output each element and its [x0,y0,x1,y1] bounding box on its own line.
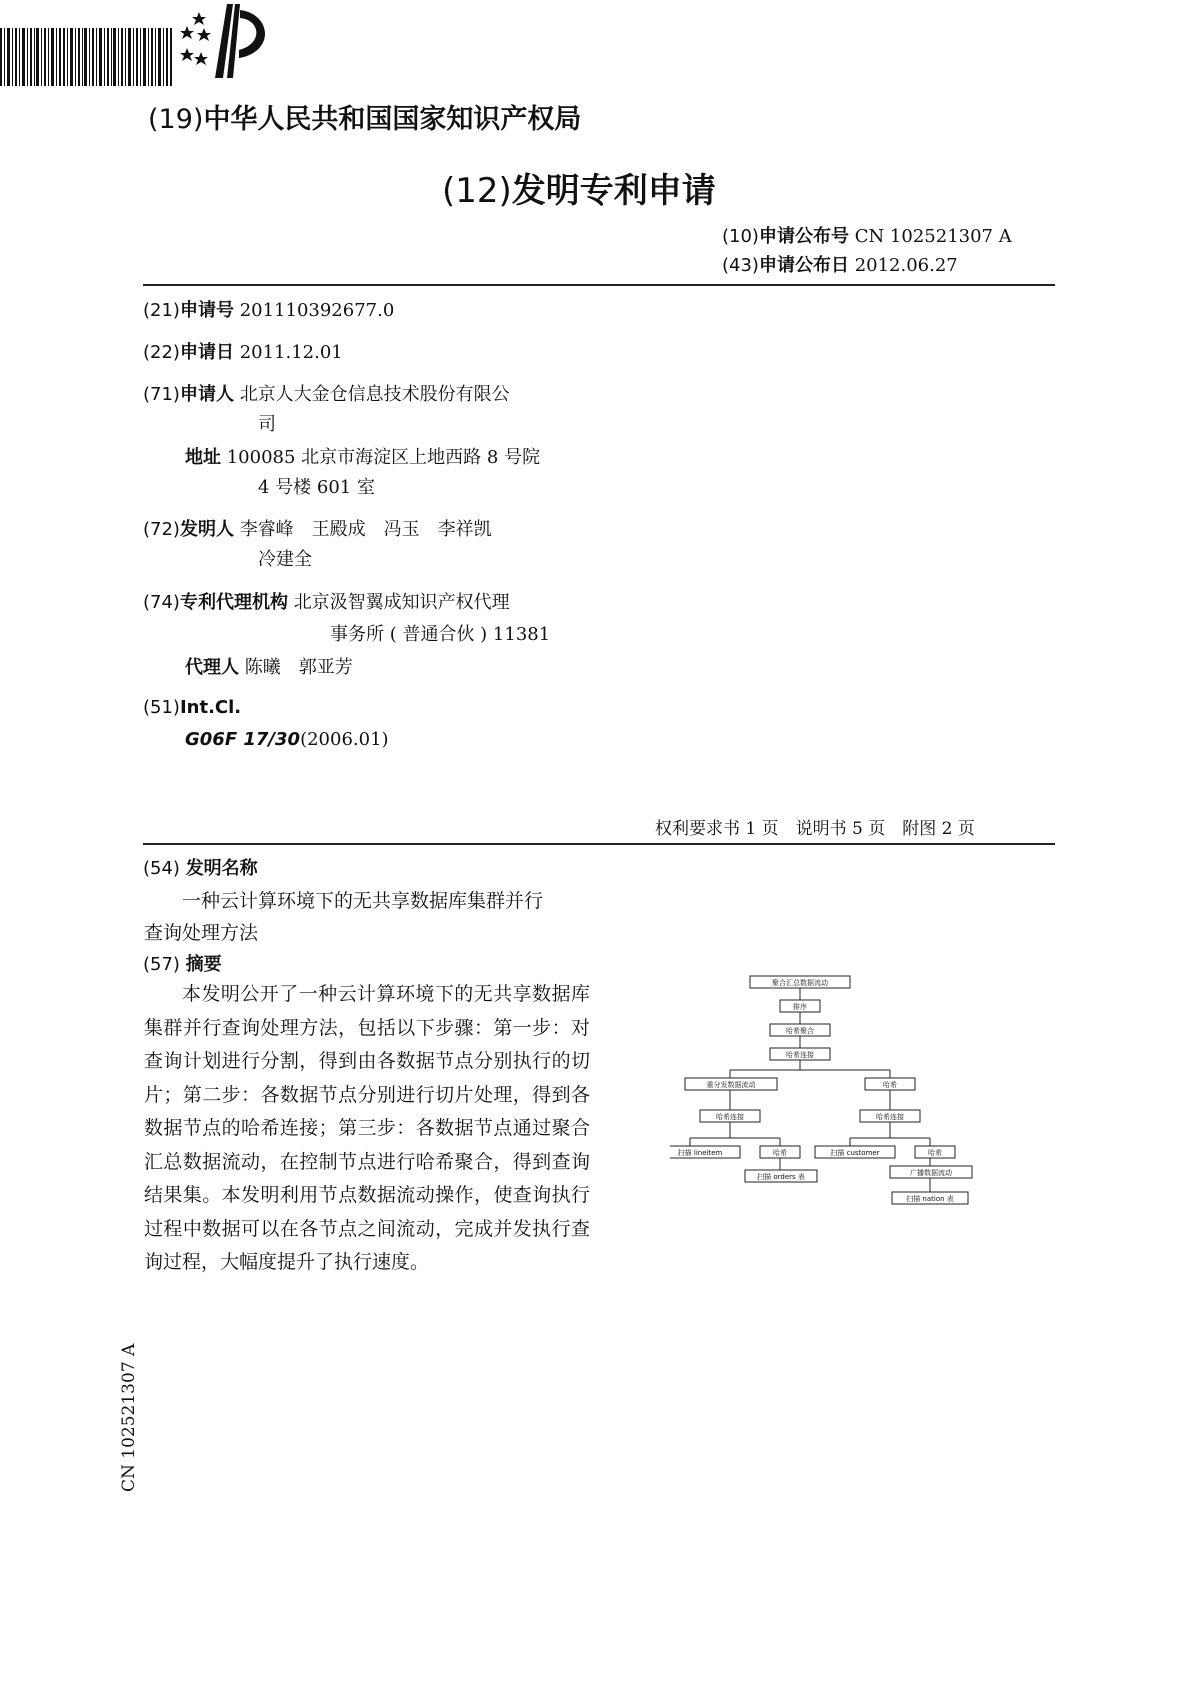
query-plan-diagram [670,970,1000,1270]
inventor-label: 发明人 [179,519,234,540]
application-date-code: (22) [143,342,180,363]
ipc-class: G06F 17/30 [185,729,301,750]
side-publication-number: CN 102521307 A [119,1343,139,1492]
applicant-value-line1: 北京人大金仓信息技术股份有限公 [239,384,510,405]
doc-type-code: (12) [442,171,512,211]
agency-label: 专利代理机构 [179,592,288,613]
address-row [185,443,540,469]
address-value-line2: 4 号楼 601 室 [258,477,375,498]
agency-value-line1: 北京汲智翼成知识产权代理 [293,592,510,613]
star-icon [180,48,194,61]
publication-number-label: 申请公布号 [758,226,849,247]
application-date-label: 申请日 [179,342,234,363]
node-label: 哈希 [883,1081,897,1089]
publication-date-label: 申请公布日 [758,255,849,276]
node-label: 哈希连接 [876,1113,904,1121]
star-icon [197,28,211,41]
inventor-code: (72) [143,519,180,540]
star-icon [180,26,194,39]
header-divider [143,284,1055,286]
doc-type-title: 发明专利申请 [511,171,716,211]
node-label: 哈希连接 [716,1113,744,1121]
application-number-row [143,296,394,322]
applicant-value-line2: 司 [258,414,276,435]
ipc-row [143,697,241,718]
star-icon [192,12,206,25]
ipc-label: Int.Cl. [179,697,242,718]
agent-label: 代理人 [185,657,239,678]
node-label: 扫描 orders 表 [757,1173,805,1181]
star-icon [194,52,208,65]
abstract-text: 本发明公开了一种云计算环境下的无共享数据库集群并行查询处理方法，包括以下步骤：第一步：对查询计划进行分割，得到由各数据节点分别执行的切片；第二步：各数据节点分别进行切片处理，得到各数据节点的哈希连接；第三步：各数据节点通过聚合汇总数据流动，在控制节点进行哈希聚合，得到查询结果集。本发明利用节点数据流动操作，使查询执行过程中数据可以在各节点之间流动，完成并发执行查询过程，大幅度提升了执行速度。 [144,983,590,1273]
node-label: 排序 [793,1003,807,1011]
application-number-label: 申请号 [179,300,234,321]
inventor-row [143,515,492,541]
address-label: 地址 [185,447,221,468]
invention-title-line2: 查询处理方法 [144,922,259,944]
office-code: (19) [148,104,204,135]
node-label: 哈希 [773,1149,787,1157]
document-type [442,163,716,212]
office-title: 中华人民共和国国家知识产权局 [203,104,582,135]
ipc-code: (51) [143,697,180,718]
cnipa-emblem-logo [177,0,289,86]
office-name [148,97,581,136]
abstract-label: 摘要 [185,954,222,975]
agent-row [185,653,353,679]
publication-number-row [722,222,1012,248]
ipc-class-row [185,729,389,750]
section-divider [143,843,1055,845]
node-label: 扫描 lineitem [677,1149,723,1157]
address-value-line1: 100085 北京市海淀区上地西路 8 号院 [226,447,541,468]
publication-number-code: (10) [722,226,759,247]
agency-code: (74) [143,592,180,613]
title-code: (54) [143,858,180,879]
node-label: 扫描 customer [830,1149,880,1157]
node-label: 聚合汇总数据流动 [772,979,828,987]
application-number-code: (21) [143,300,180,321]
page-counts: 权利要求书 1 页 说明书 5 页 附图 2 页 [655,819,975,839]
publication-number-value: CN 102521307 A [854,226,1012,247]
applicant-label: 申请人 [179,384,234,405]
application-date-value: 2011.12.01 [239,342,343,363]
title-heading [143,854,258,880]
node-label: 哈希 [928,1149,942,1157]
application-number-value: 201110392677.0 [239,300,395,321]
agency-value-line2: 事务所 ( 普通合伙 ) 11381 [330,624,551,645]
title-label: 发明名称 [185,858,258,879]
inventors-line1: 李睿峰 王殿成 冯玉 李祥凯 [239,519,492,540]
publication-date-code: (43) [722,255,759,276]
node-label: 哈希连接 [786,1051,814,1059]
abstract-code: (57) [143,954,180,975]
node-label: 广播数据流动 [910,1169,952,1177]
node-label: 哈希聚合 [786,1027,814,1035]
node-label: 扫描 nation 表 [906,1195,954,1203]
node-label: 重分发数据流动 [706,1081,756,1089]
inventors-line2: 冷建全 [258,549,312,570]
invention-title-line1: 一种云计算环境下的无共享数据库集群并行 [182,890,544,912]
barcode-image [0,28,172,86]
application-date-row [143,338,343,364]
publication-date-value: 2012.06.27 [854,255,958,276]
agents-value: 陈曦 郭亚芳 [244,657,353,678]
ipc-version: (2006.01) [300,729,389,750]
applicant-code: (71) [143,384,180,405]
publication-date-row [722,251,958,277]
agency-row [143,588,510,614]
abstract-heading [143,950,222,976]
applicant-row [143,380,510,406]
